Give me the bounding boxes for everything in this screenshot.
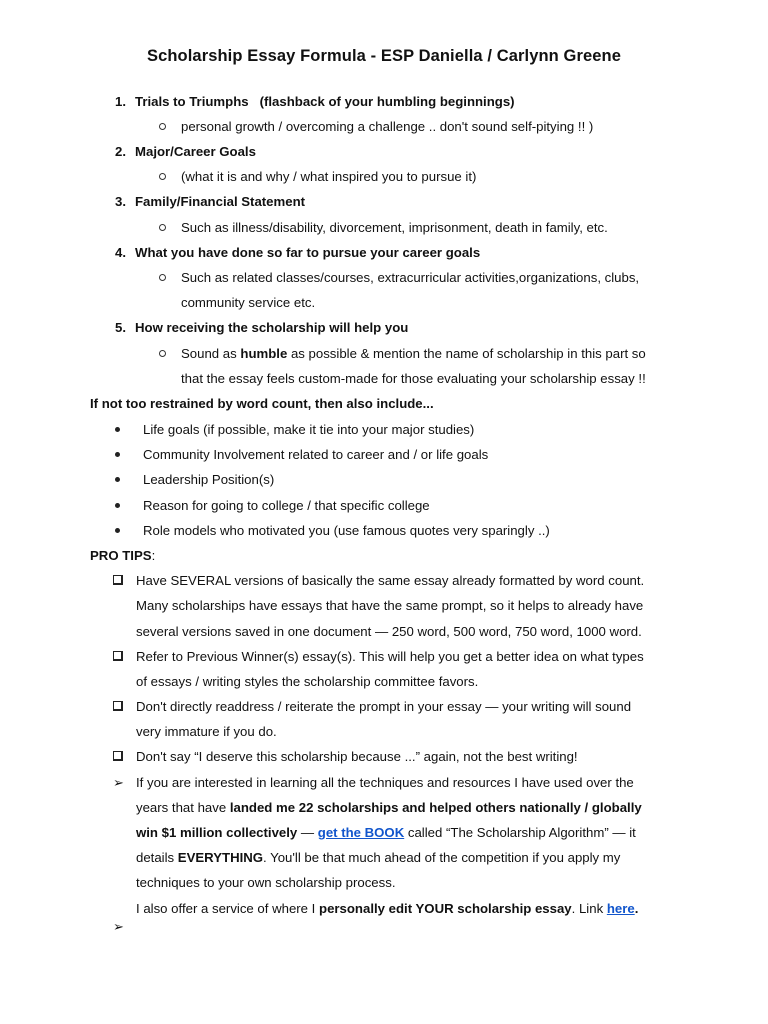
also-include-item-2: Community Involvement related to career and / or life goals [143, 447, 489, 462]
arrow-bullet-icon: ➢ [113, 919, 124, 934]
also-include-item-1: Life goals (if possible, make it tie into your major studies) [143, 422, 475, 437]
promo-line-5: techniques to your own scholarship process. [136, 875, 396, 890]
checkbox-icon [113, 648, 123, 666]
also-include-item-4: Reason for going to college / that specific college [143, 498, 430, 513]
hollow-bullet-icon [159, 118, 166, 136]
pro-tip-1-line-2: Many scholarships have essays that have the same prompt, so it helps to already have [136, 598, 644, 613]
sub-item-5-line-1: Sound as humble as possible & mention the name of scholarship in this part so [181, 346, 646, 361]
pro-tip-3-line-2: very immature if you do. [136, 724, 277, 739]
sub-item-4-line-2: community service etc. [181, 295, 316, 310]
also-include-item-5: Role models who motivated you (use famous quotes very sparingly ..) [143, 523, 550, 538]
bullet-icon [115, 497, 120, 515]
get-the-book-link[interactable]: get the BOOK [317, 825, 405, 840]
promo-line-2: years that have landed me 22 scholarships and helped others nationally / globally [136, 800, 642, 815]
document-title: Scholarship Essay Formula - ESP Daniella / Carlynn Greene [147, 47, 621, 65]
checkbox-icon [113, 748, 123, 766]
promo-line-3: win $1 million collectively — get the BOOK called “The Scholarship Algorithm” — it [136, 825, 636, 840]
numbered-item-2: 2. Major/Career Goals [115, 144, 256, 159]
pro-tip-2-line-1: Refer to Previous Winner(s) essay(s). This will help you get a better idea on what types [136, 649, 644, 664]
also-include-item-3: Leadership Position(s) [143, 472, 275, 487]
bullet-icon [115, 421, 120, 439]
sub-item-1: personal growth / overcoming a challenge .. don't sound self-pitying !! ) [181, 119, 594, 134]
pro-tip-4: Don't say “I deserve this scholarship because ...” again, not the best writing! [136, 749, 578, 764]
arrow-bullet-icon: ➢ [113, 775, 124, 790]
promo-line-1: If you are interested in learning all the techniques and resources I have used over the [136, 775, 634, 790]
pro-tip-1-line-3: several versions saved in one document — 250 word, 500 word, 750 word, 1000 word. [136, 624, 642, 639]
hollow-bullet-icon [159, 219, 166, 237]
hollow-bullet-icon [159, 168, 166, 186]
pro-tip-2-line-2: of essays / writing styles the scholarship committee favors. [136, 674, 479, 689]
promo-line-4: details EVERYTHING. You'll be that much ahead of the competition if you apply my [136, 850, 621, 865]
checkbox-icon [113, 572, 123, 590]
sub-item-2: (what it is and why / what inspired you to pursue it) [181, 169, 477, 184]
numbered-item-4: 4. What you have done so far to pursue your career goals [115, 245, 481, 260]
numbered-item-5: 5. How receiving the scholarship will help you [115, 320, 409, 335]
also-include-heading: If not too restrained by word count, then also include... [90, 396, 434, 411]
pro-tip-3-line-1: Don't directly readdress / reiterate the prompt in your essay — your writing will sound [136, 699, 632, 714]
numbered-item-1: 1. Trials to Triumphs (flashback of your humbling beginnings) [115, 94, 515, 109]
bullet-icon [115, 446, 120, 464]
promo-edit-line: I also offer a service of where I personally edit YOUR scholarship essay. Link here. [136, 901, 639, 916]
numbered-item-3: 3. Family/Financial Statement [115, 194, 306, 209]
checkbox-icon [113, 698, 123, 716]
sub-item-5-line-2: that the essay feels custom-made for those evaluating your scholarship essay !! [181, 371, 646, 386]
pro-tip-1-line-1: Have SEVERAL versions of basically the same essay already formatted by word count. [136, 573, 645, 588]
bullet-icon [115, 522, 120, 540]
pro-tips-heading: PRO TIPS: [90, 548, 156, 563]
sub-item-4-line-1: Such as related classes/courses, extracurricular activities,organizations, clubs, [181, 270, 640, 285]
hollow-bullet-icon [159, 345, 166, 363]
sub-item-3: Such as illness/disability, divorcement, imprisonment, death in family, etc. [181, 220, 608, 235]
bullet-icon [115, 471, 120, 489]
hollow-bullet-icon [159, 269, 166, 287]
here-link[interactable]: here [606, 901, 635, 916]
